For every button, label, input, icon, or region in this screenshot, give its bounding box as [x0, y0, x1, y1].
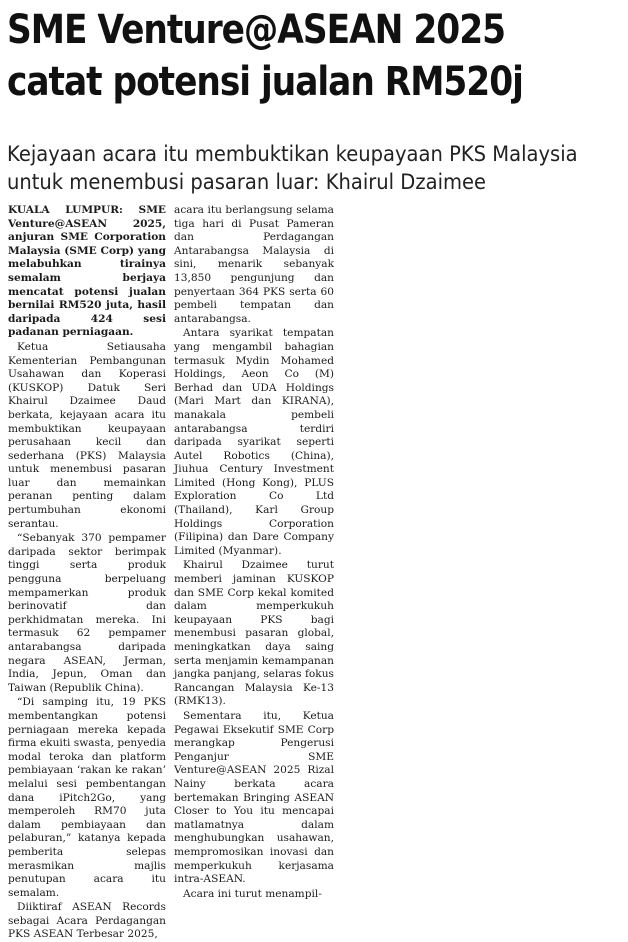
article-column-1 — [8, 204, 166, 942]
article-paragraph: “Di samping itu, 19 PKS membentangkan potensi perniagaan mereka kepada firma ekuiti swasta, penyedia modal teroka dan platform pembiayaan ‘rakan ke rakan’ melalui sesi pembentangan dana iPitch2Go, yang memperoleh RM70 juta dalam pembiayaan dan pelaburan,” katanya kepada pemberita selepas merasmikan majlis penutupan acara itu semalam. — [8, 696, 166, 899]
article-subheadline — [7, 140, 580, 196]
article-paragraph: acara itu berlangsung selama tiga hari di Pusat Pameran dan Perdagangan Antarabangsa Malaysia di sini, menarik sebanyak 13,850 pengunjung dan penyertaan 364 PKS serta 60 pembeli tempatan dan antarabangsa. — [174, 204, 334, 325]
headline-line-2: catat potensi jualan RM520j — [7, 59, 523, 105]
article-paragraph: Ketua Setiausaha Kementerian Pembangunan Usahawan dan Koperasi (KUSKOP) Datuk Seri Khairul Dzaimee Daud berkata, kejayaan acara itu membuktikan keupayaan perusahaan kecil dan sederhana (PKS) Malaysia untuk menembusi pasaran luar dan memainkan peranan penting dalam pertumbuhan ekonomi serantau. — [8, 340, 166, 530]
article-column-2 — [174, 204, 334, 901]
subheadline-line-2: untuk menembusi pasaran luar: Khairul Dzaimee — [7, 170, 487, 194]
subheadline-line-1: Kejayaan acara itu membuktikan keupayaan PKS Malaysia — [7, 142, 578, 166]
article-paragraph: Acara ini turut menampil- — [183, 887, 322, 900]
article-paragraph: “Sebanyak 370 pempamer daripada sektor berimpak tinggi serta produk pengguna berpeluang mempamerkan produk berinovatif dan perkhidmatan mereka. Ini termasuk 62 pempamer antarabangsa daripada negara ASEAN, Jerman, India, Jepun, Oman dan Taiwan (Republik China). — [8, 532, 166, 694]
article-paragraph: Diiktiraf ASEAN Records sebagai Acara Perdagangan PKS ASEAN Terbesar 2025, — [8, 901, 166, 941]
article-lede-paragraph: KUALA LUMPUR: SME Venture@ASEAN 2025, anjuran SME Corporation Malaysia (SME Corp) yang melabuhkan tirainya semalam berjaya mencatat potensi jualan bernilai RM520 juta, hasil daripada 424 sesi padanan perniagaan. — [8, 204, 166, 339]
headline-line-1: SME Venture@ASEAN 2025 — [7, 7, 506, 53]
article-paragraph: Khairul Dzaimee turut memberi jaminan KUSKOP dan SME Corp kekal komited dalam memperkukuh keupayaan PKS bagi menembusi pasaran global, meningkatkan daya saing serta menjamin kemampanan jangka panjang, selaras fokus Rancangan Malaysia Ke-13 (RMK13). — [174, 559, 334, 708]
article-paragraph: Antara syarikat tempatan yang mengambil bahagian termasuk Mydin Mohamed Holdings, Aeon Co (M) Berhad dan UDA Holdings (Mari Mart dan KIRANA), manakala pembeli antarabangsa terdiri daripada syarikat seperti Autel Robotics (China), Jiuhua Century Investment Limited (Hong Kong), PLUS Exploration Co Ltd (Thailand), Karl Group Holdings Corporation (Filipina) dan Dare Company Limited (Myanmar). — [174, 327, 334, 557]
blank-area — [345, 204, 615, 874]
article-paragraph: Sementara itu, Ketua Pegawai Eksekutif SME Corp merangkap Pengerusi Penganjur SME Venture@ASEAN 2025 Rizal Nainy berkata acara bertemakan Bringing ASEAN Closer to You itu mencapai matlamatnya dalam menghubungkan usahawan, mempromosikan inovasi dan memperkukuh kerjasama intra-ASEAN. — [174, 709, 334, 886]
article-headline — [7, 4, 537, 108]
